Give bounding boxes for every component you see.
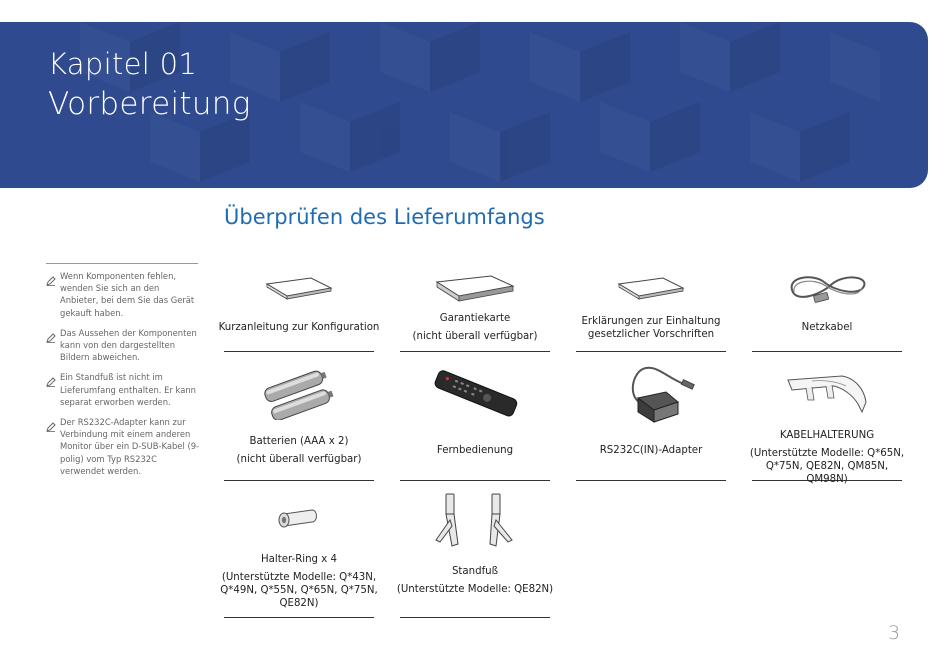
item-caption bbox=[392, 444, 558, 457]
chapter-banner bbox=[0, 22, 928, 188]
page-number: 3 bbox=[888, 622, 901, 644]
note-text: Das Aussehen der Komponenten kann von den dargestellten Bildern abweichen. bbox=[60, 327, 197, 363]
item-power-cable bbox=[752, 262, 902, 352]
note-text: Ein Standfuß ist nicht im Lieferumfang enthalten. Er kann separat erworben werden. bbox=[60, 372, 196, 407]
item-caption bbox=[216, 321, 382, 334]
item-stand bbox=[396, 490, 554, 618]
item-regulatory bbox=[576, 262, 726, 352]
item-caption bbox=[568, 444, 734, 457]
item-remote bbox=[400, 362, 550, 481]
rs232c-adapter-icon bbox=[576, 364, 726, 426]
caption-line: (Unterstützte Modelle: QE82N) bbox=[396, 584, 554, 595]
caption-line: KABELHALTERUNG bbox=[779, 430, 875, 441]
stand-icon bbox=[400, 490, 550, 550]
note-text: Der RS232C-Adapter kann zur Verbindung mit einem anderen Monitor über ein D-SUB-Kabel (9-polig) vom Typ RS232C verwendet werden. bbox=[60, 417, 200, 476]
notes-list bbox=[46, 270, 200, 485]
chapter-number: Kapitel 01 bbox=[48, 47, 198, 81]
cable-holder-icon bbox=[752, 372, 902, 416]
caption-line: Garantiekarte bbox=[439, 313, 511, 324]
caption-line: Fernbedienung bbox=[436, 445, 514, 456]
note-item bbox=[46, 416, 200, 477]
item-quick-guide bbox=[218, 262, 380, 352]
item-caption bbox=[744, 321, 910, 334]
caption-line: Q*75N, QE82N, QM85N, QM98N) bbox=[765, 461, 889, 485]
booklet-icon bbox=[224, 274, 374, 304]
pencil-note-icon bbox=[46, 270, 60, 319]
booklet-icon bbox=[576, 274, 726, 304]
caption-line: Standfuß bbox=[451, 566, 499, 577]
pencil-note-icon bbox=[46, 416, 60, 477]
item-caption bbox=[392, 312, 558, 343]
caption-line: Erklärungen zur Einhaltung bbox=[581, 316, 721, 327]
item-caption bbox=[216, 553, 382, 610]
caption-line: gesetzlicher Vorschriften bbox=[587, 329, 715, 340]
item-rs232c-adapter bbox=[576, 362, 726, 481]
note-text: Wenn Komponenten fehlen, wenden Sie sich an den Anbieter, bei dem Sie das Gerät gekauft haben. bbox=[60, 271, 195, 318]
caption-line: (nicht überall verfügbar) bbox=[236, 454, 362, 465]
pencil-note-icon bbox=[46, 371, 60, 408]
caption-line: RS232C(IN)-Adapter bbox=[599, 445, 703, 456]
note-item bbox=[46, 327, 200, 364]
batteries-icon bbox=[224, 370, 374, 420]
item-holder-ring bbox=[220, 490, 378, 618]
power-cable-icon bbox=[752, 270, 902, 306]
caption-line: Halter-Ring x 4 bbox=[260, 554, 338, 565]
note-item bbox=[46, 371, 200, 408]
item-batteries bbox=[224, 362, 374, 481]
note-item bbox=[46, 270, 200, 319]
caption-line: Netzkabel bbox=[801, 322, 853, 333]
caption-line: (Unterstützte Modelle: Q*43N, bbox=[221, 572, 377, 583]
chapter-title: Vorbereitung bbox=[48, 86, 251, 122]
holder-ring-icon bbox=[224, 506, 374, 536]
card-icon bbox=[400, 274, 550, 304]
sidebar-divider bbox=[46, 263, 198, 264]
item-caption bbox=[216, 435, 382, 466]
caption-line: Batterien (AAA x 2) bbox=[249, 436, 349, 447]
item-caption bbox=[392, 565, 558, 596]
item-caption bbox=[568, 315, 734, 341]
caption-line: (Unterstützte Modelle: Q*65N, bbox=[749, 448, 905, 459]
caption-line: Q*49N, Q*55N, Q*65N, Q*75N, bbox=[220, 585, 378, 596]
item-warranty-card bbox=[400, 262, 550, 352]
caption-line: QE82N) bbox=[279, 598, 319, 609]
item-caption bbox=[744, 429, 910, 486]
remote-control-icon bbox=[400, 366, 550, 420]
section-title: Überprüfen des Lieferumfangs bbox=[224, 205, 545, 229]
caption-line: (nicht überall verfügbar) bbox=[412, 331, 538, 342]
caption-line: Kurzanleitung zur Konfiguration bbox=[218, 322, 380, 333]
item-cable-holder bbox=[749, 362, 905, 485]
pencil-note-icon bbox=[46, 327, 60, 364]
